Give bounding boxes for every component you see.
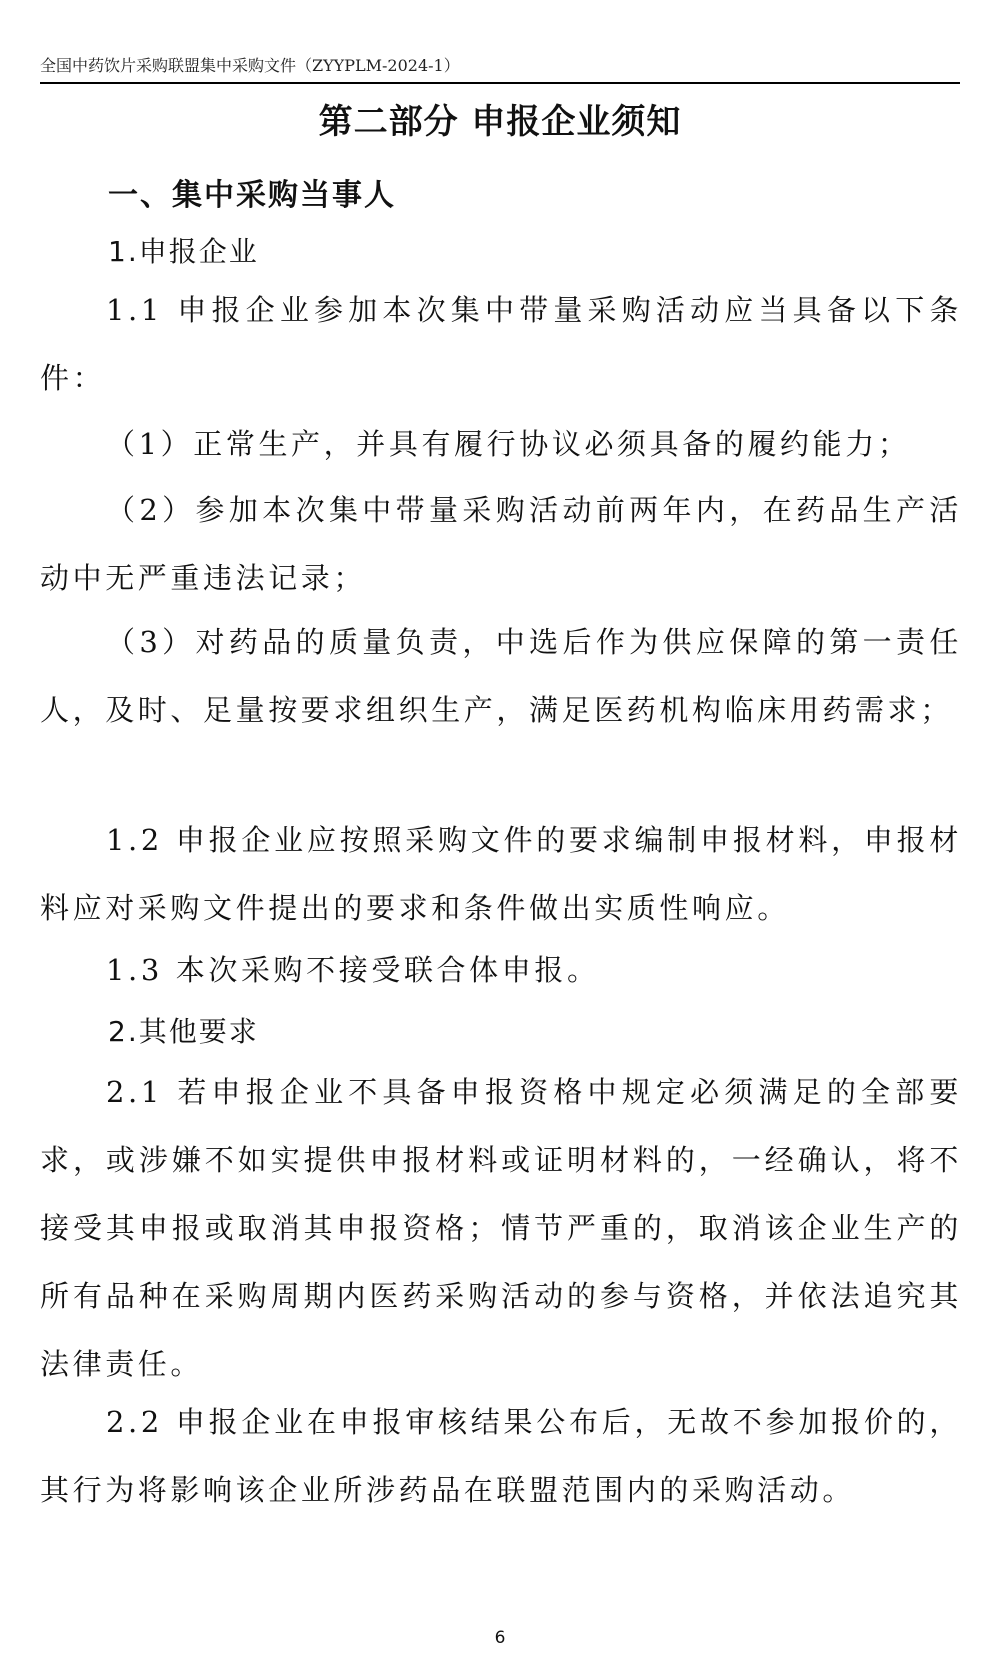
paragraph-1-1: 1.1 申报企业参加本次集中带量采购活动应当具备以下条件：	[40, 293, 962, 395]
page-number: 6	[494, 1628, 506, 1648]
paragraph-1-3: 1.3 本次采购不接受联合体申报。	[106, 953, 600, 987]
paragraph-1-1-item-1: （1）正常生产，并具有履行协议必须具备的履约能力；	[106, 427, 911, 461]
paragraph-1-1-item-3: （3）对药品的质量负责，中选后作为供应保障的第一责任人，及时、足量按要求组织生产，满足医药机构临床用药需求；	[40, 625, 962, 727]
subsection-heading-other-requirements: 2.其他要求	[108, 1015, 259, 1048]
paragraph-2-2: 2.2 申报企业在申报审核结果公布后，无故不参加报价的，其行为将影响该企业所涉药品在联盟范围内的采购活动。	[40, 1405, 962, 1507]
header-divider	[40, 82, 960, 84]
paragraph-2-1: 2.1 若申报企业不具备申报资格中规定必须满足的全部要求，或涉嫌不如实提供申报材料或证明材料的，一经确认，将不接受其申报或取消其申报资格；情节严重的，取消该企业生产的所有品种在采购周期内医药采购活动的参与资格，并依法追究其法律责任。	[40, 1075, 962, 1381]
part-title: 第二部分 申报企业须知	[318, 102, 682, 142]
paragraph-1-1-item-2: （2）参加本次集中带量采购活动前两年内，在药品生产活动中无严重违法记录；	[40, 493, 962, 595]
paragraph-1-2: 1.2 申报企业应按照采购文件的要求编制申报材料，申报材料应对采购文件提出的要求和条件做出实质性响应。	[40, 823, 962, 925]
subsection-heading-applicant: 1.申报企业	[108, 235, 259, 268]
section-heading: 一、集中采购当事人	[108, 178, 396, 213]
running-header: 全国中药饮片采购联盟集中采购文件（ZYYPLM-2024-1）	[40, 56, 460, 75]
